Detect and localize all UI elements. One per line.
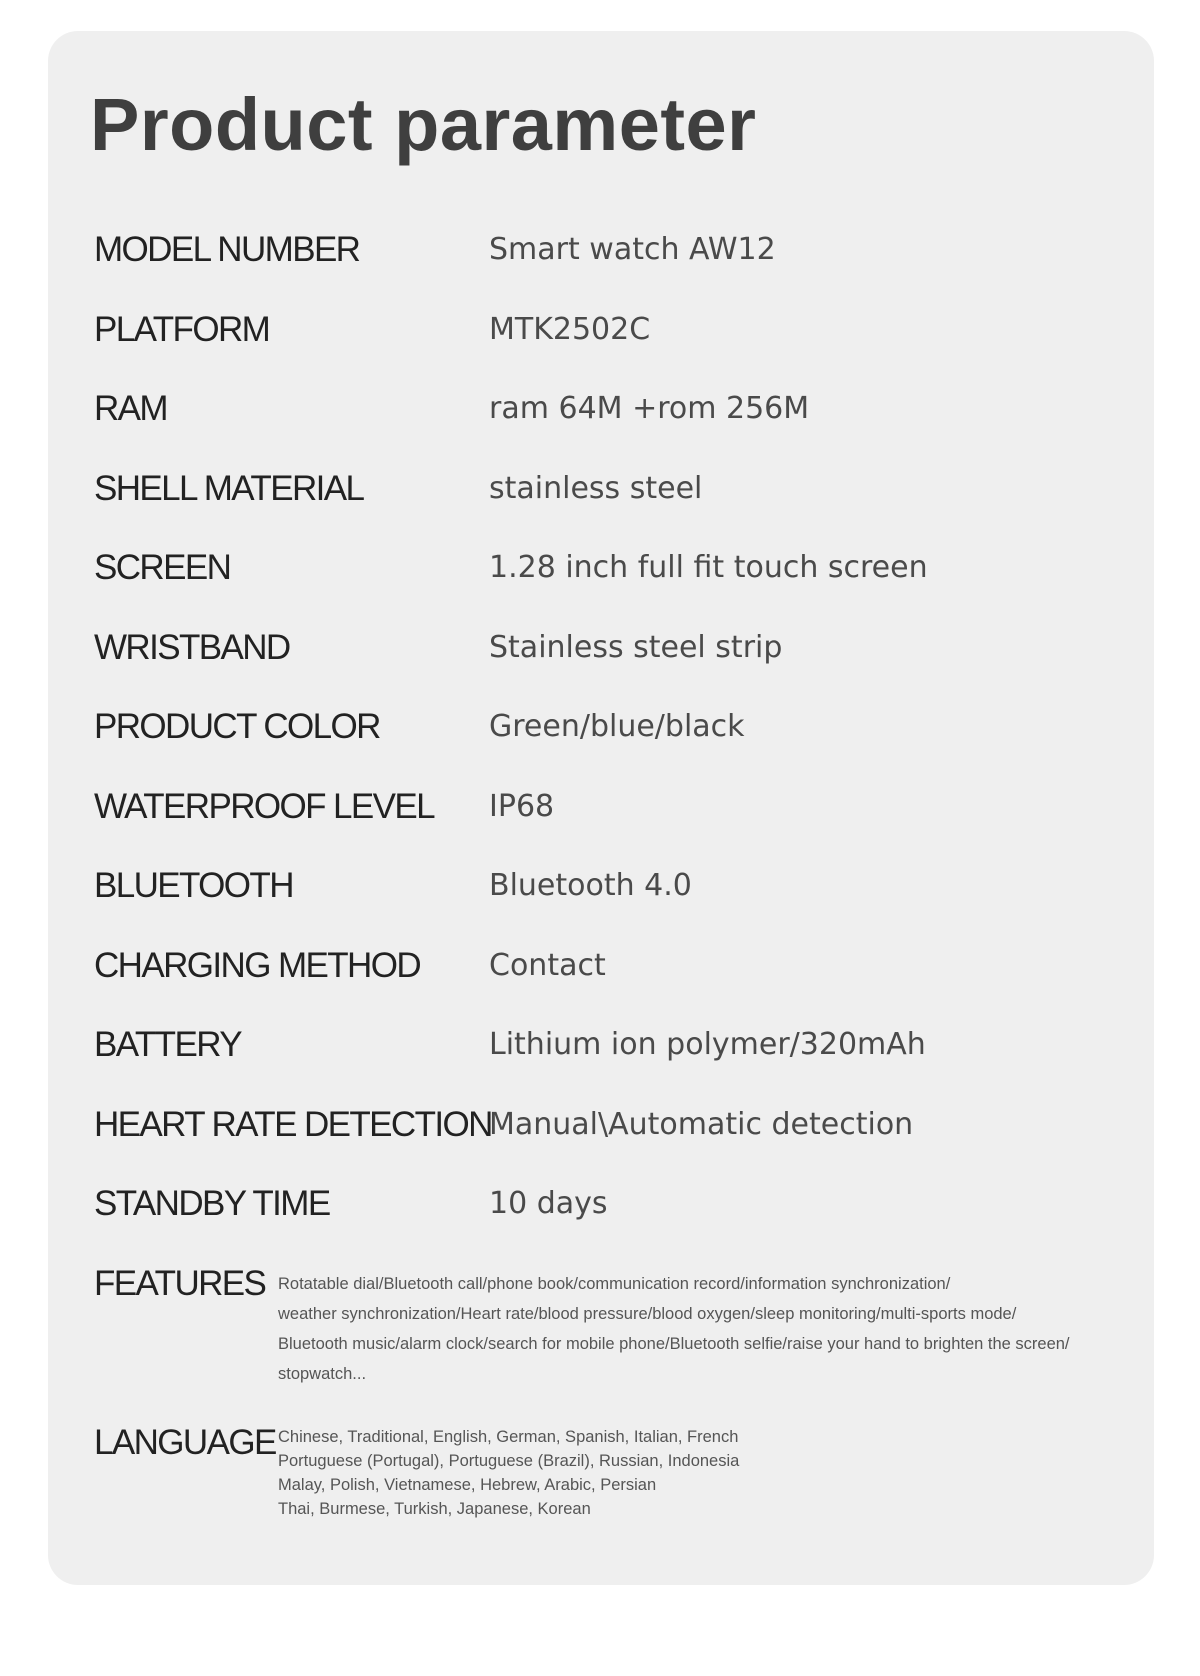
param-row-waterproof-level	[0, 777, 1200, 837]
param-row-ram	[0, 379, 1200, 439]
param-value: Lithium ion polymer/320mAh	[489, 1027, 926, 1062]
param-value: Green/blue/black	[489, 709, 745, 744]
param-value: 1.28 inch full fit touch screen	[489, 550, 928, 585]
features-text	[278, 1269, 1070, 1389]
features-line: weather synchronization/Heart rate/blood pressure/blood oxygen/sleep monitoring/multi-sports mode/	[278, 1305, 1017, 1323]
language-label: LANGUAGE	[94, 1423, 276, 1462]
param-row-bluetooth	[0, 856, 1200, 916]
param-label: PRODUCT COLOR	[94, 707, 380, 746]
param-label: WATERPROOF LEVEL	[94, 787, 435, 826]
param-row-product-color	[0, 697, 1200, 757]
param-label: CHARGING METHOD	[94, 946, 421, 985]
param-value: stainless steel	[489, 471, 703, 506]
param-value: Bluetooth 4.0	[489, 868, 692, 903]
features-section	[0, 1254, 1200, 1394]
param-row-charging-method	[0, 936, 1200, 996]
language-line: Malay, Polish, Vietnamese, Hebrew, Arabic, Persian	[278, 1476, 657, 1494]
param-row-wristband	[0, 618, 1200, 678]
param-label: MODEL NUMBER	[94, 230, 360, 269]
param-row-model-number	[0, 220, 1200, 280]
features-line: Rotatable dial/Bluetooth call/phone book/communication record/information synchronization/	[278, 1275, 951, 1293]
param-label: RAM	[94, 389, 167, 428]
features-line: stopwatch...	[278, 1365, 367, 1383]
param-value: Smart watch AW12	[489, 232, 776, 267]
param-row-heart-rate-detection	[0, 1095, 1200, 1155]
param-label: PLATFORM	[94, 310, 270, 349]
features-line: Bluetooth music/alarm clock/search for mobile phone/Bluetooth selfie/raise your hand to brighten the screen/	[278, 1335, 1070, 1353]
language-line: Thai, Burmese, Turkish, Japanese, Korean	[278, 1500, 591, 1518]
param-label: SHELL MATERIAL	[94, 469, 364, 508]
language-section	[0, 1413, 1200, 1523]
param-row-shell-material	[0, 459, 1200, 519]
language-text	[278, 1425, 739, 1521]
page-title: Product parameter	[90, 83, 757, 166]
language-line: Portuguese (Portugal), Portuguese (Brazil), Russian, Indonesia	[278, 1452, 740, 1470]
features-label: FEATURES	[94, 1264, 266, 1303]
param-row-standby-time	[0, 1174, 1200, 1234]
param-label: HEART RATE DETECTION	[94, 1105, 492, 1144]
param-label: BATTERY	[94, 1025, 241, 1064]
language-line: Chinese, Traditional, English, German, Spanish, Italian, French	[278, 1428, 739, 1446]
param-label: WRISTBAND	[94, 628, 290, 667]
param-label: STANDBY TIME	[94, 1184, 330, 1223]
param-row-platform	[0, 300, 1200, 360]
param-value: Contact	[489, 948, 606, 983]
param-value: ram 64M +rom 256M	[489, 391, 810, 426]
param-value: IP68	[489, 789, 555, 824]
param-value: 10 days	[489, 1186, 608, 1221]
param-row-battery	[0, 1015, 1200, 1075]
param-label: SCREEN	[94, 548, 231, 587]
param-value: MTK2502C	[489, 312, 651, 347]
param-row-screen	[0, 538, 1200, 598]
param-value: Manual\Automatic detection	[489, 1107, 914, 1142]
param-label: BLUETOOTH	[94, 866, 293, 905]
param-value: Stainless steel strip	[489, 630, 783, 665]
